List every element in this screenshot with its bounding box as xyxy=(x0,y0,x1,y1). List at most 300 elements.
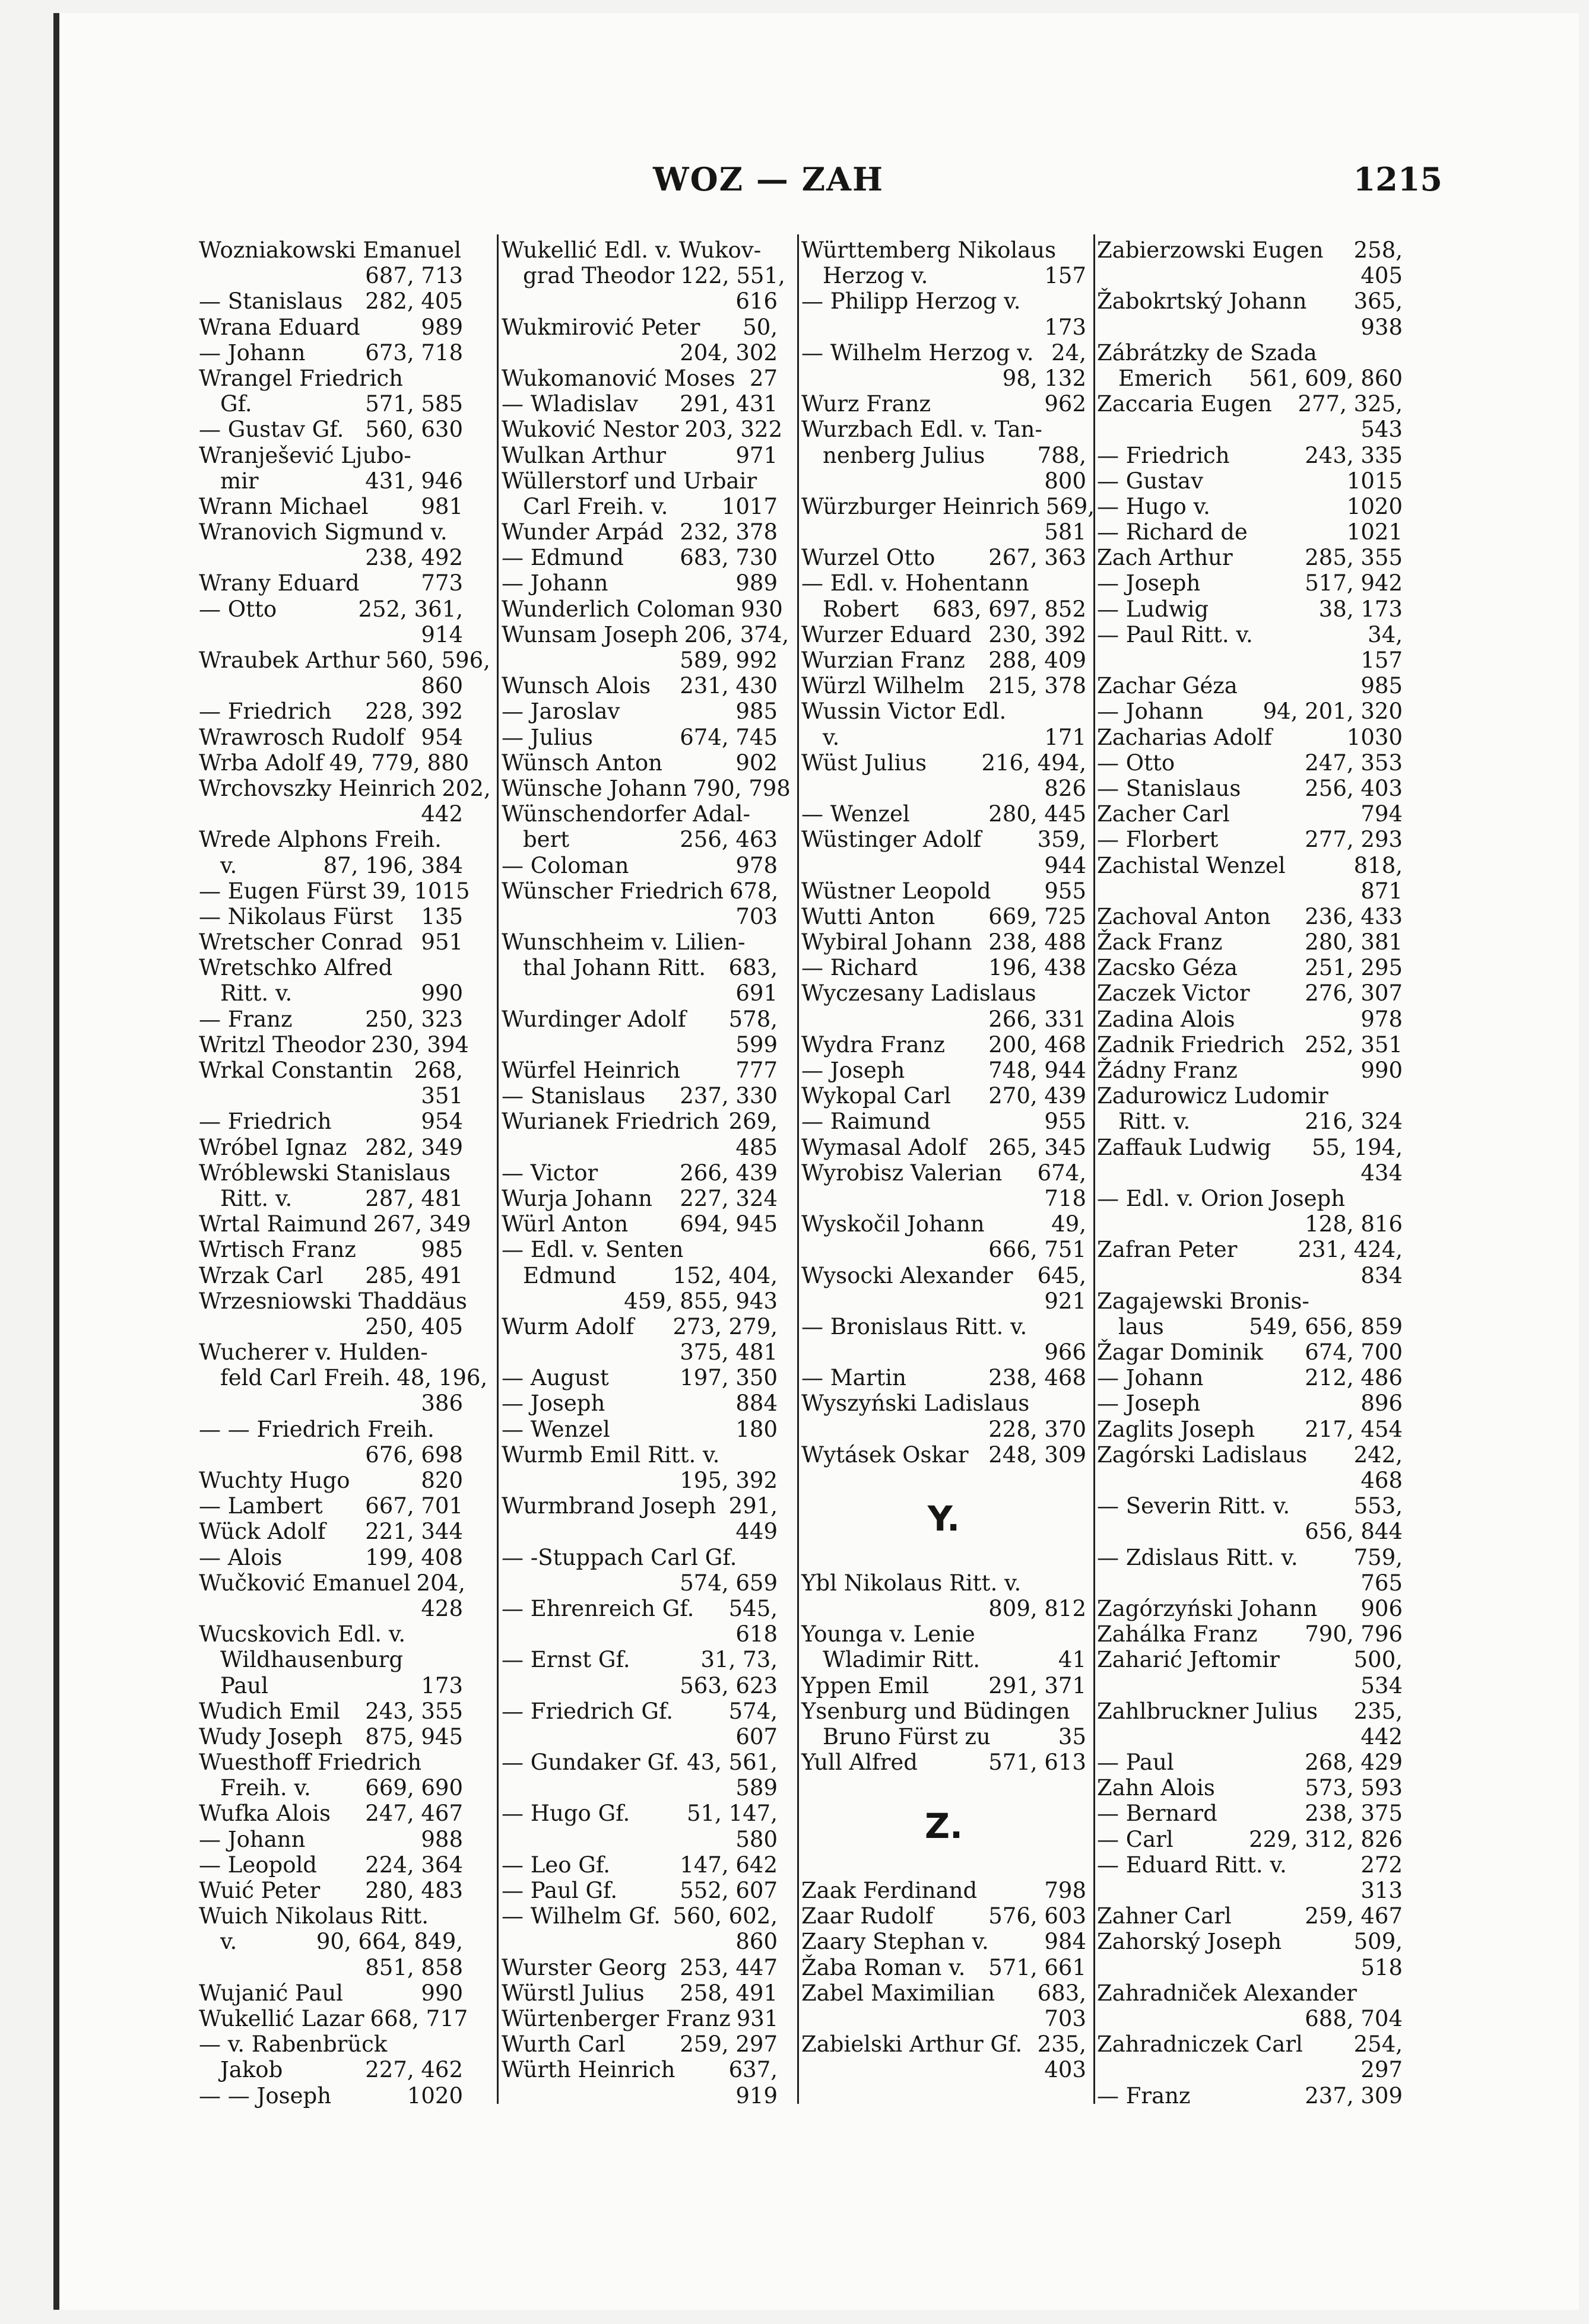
entry-page-refs: 50, xyxy=(743,314,778,340)
index-entry xyxy=(801,699,1086,724)
index-entry xyxy=(801,622,1086,647)
entry-name: Zachistal Wenzel xyxy=(1097,852,1286,878)
entry-page-refs: 375, 481 xyxy=(680,1339,778,1366)
entry-page-refs: 288, 409 xyxy=(988,647,1086,673)
entry-page-refs: 906 xyxy=(1360,1595,1403,1621)
entry-page-refs: 571, 585 xyxy=(365,391,463,417)
entry-page-refs: 1020 xyxy=(1346,493,1403,519)
entry-name: Zábrátzky de Szada xyxy=(1097,339,1317,366)
entry-page-refs: 669, 690 xyxy=(365,1775,463,1801)
entry-name: — Victor xyxy=(502,1160,598,1186)
entry-page-refs: 790, 796 xyxy=(1305,1621,1403,1647)
entry-page-refs: 668, 717 xyxy=(370,2005,468,2031)
entry-page-refs: 1021 xyxy=(1346,519,1403,545)
entry-name: Zahradniček Alexander xyxy=(1097,1980,1357,2006)
index-entry xyxy=(1097,417,1403,442)
entry-name: Wybiral Johann xyxy=(801,929,972,955)
entry-name: Wrzesniowski Thaddäus xyxy=(199,1288,467,1314)
entry-page-refs: 990 xyxy=(1360,1058,1403,1083)
index-entry xyxy=(502,827,778,852)
index-entry xyxy=(502,1109,778,1134)
entry-name: — — Friedrich Freih. xyxy=(199,1416,434,1442)
entry-name: Gf. xyxy=(220,391,252,417)
entry-page-refs: 826 xyxy=(1044,775,1086,801)
index-entry xyxy=(1097,1878,1403,1903)
entry-page-refs: 202, xyxy=(442,775,491,801)
entry-page-refs: 809, 812 xyxy=(988,1595,1086,1621)
index-entry xyxy=(801,801,1086,827)
index-entry xyxy=(199,1519,463,1544)
entry-name: Wyskočil Johann xyxy=(801,1211,985,1237)
index-entry xyxy=(502,1160,778,1186)
index-entry xyxy=(801,366,1086,391)
index-entry xyxy=(199,955,463,980)
entry-page-refs: 269, xyxy=(728,1109,778,1135)
index-entry xyxy=(502,1519,778,1544)
entry-name: Paul xyxy=(220,1672,268,1698)
entry-page-refs: 266, 331 xyxy=(988,1006,1086,1032)
entry-page-refs: 250, 405 xyxy=(365,1313,463,1339)
index-entry xyxy=(1097,443,1403,468)
entry-name: Würth Heinrich xyxy=(502,2057,675,2083)
entry-page-refs: 94, 201, 320 xyxy=(1263,699,1403,725)
entry-name: — Johann xyxy=(502,570,608,596)
entry-name: — Otto xyxy=(1097,750,1175,776)
entry-page-refs: 860 xyxy=(735,1929,778,1955)
index-entry xyxy=(801,1390,1086,1416)
entry-name: — Bernard xyxy=(1097,1801,1217,1827)
index-entry xyxy=(502,1468,778,1493)
index-entry xyxy=(199,801,463,827)
entry-name: bert xyxy=(523,827,570,853)
entry-name: Ysenburg und Büdingen xyxy=(801,1698,1070,1724)
index-entry xyxy=(502,1596,778,1621)
index-entry xyxy=(502,443,778,468)
entry-name: Wukellić Lazar xyxy=(199,2005,364,2031)
entry-name: Würstl Julius xyxy=(502,1980,645,2006)
entry-name: — Severin Ritt. v. xyxy=(1097,1493,1290,1519)
index-entry xyxy=(199,1237,463,1262)
entry-name: Würzl Wilhelm xyxy=(801,673,965,699)
entry-name: Wrawrosch Rudolf xyxy=(199,724,405,750)
entry-name: — Raimund xyxy=(801,1109,931,1135)
index-entry xyxy=(199,647,490,673)
index-entry xyxy=(1097,955,1403,980)
entry-name: — Hugo Gf. xyxy=(502,1801,630,1827)
entry-page-refs: 683, 730 xyxy=(680,545,778,571)
entry-name: — Paul Gf. xyxy=(502,1878,618,1903)
entry-page-refs: 224, 364 xyxy=(365,1852,463,1878)
index-entry xyxy=(801,1903,1086,1929)
entry-name: Wünscher Friedrich xyxy=(502,878,724,904)
entry-name: Würl Anton xyxy=(502,1211,629,1237)
entry-page-refs: 247, 467 xyxy=(365,1801,463,1827)
index-entry xyxy=(1097,673,1403,699)
entry-page-refs: 147, 642 xyxy=(680,1852,778,1878)
index-entry xyxy=(502,1007,778,1032)
entry-page-refs: 966 xyxy=(1044,1339,1086,1366)
entry-name: Wucherer v. Hulden- xyxy=(199,1339,428,1366)
entry-page-refs: 248, 309 xyxy=(988,1442,1086,1468)
entry-name: Zaar Rudolf xyxy=(801,1903,934,1929)
index-entry xyxy=(502,237,778,263)
index-entry xyxy=(1097,288,1403,314)
index-entry xyxy=(199,2083,463,2109)
entry-page-refs: 988 xyxy=(421,1826,463,1852)
entry-name: — Stanislaus xyxy=(502,1083,646,1109)
index-entry xyxy=(1097,2006,1403,2031)
entry-page-refs: 49, xyxy=(1051,1211,1086,1237)
entry-page-refs: 276, 307 xyxy=(1305,980,1403,1007)
entry-name: Wyczesany Ladislaus xyxy=(801,980,1036,1007)
entry-page-refs: 978 xyxy=(735,852,778,878)
entry-page-refs: 765 xyxy=(1360,1570,1403,1596)
index-entry xyxy=(199,980,463,1006)
entry-page-refs: 703 xyxy=(735,903,778,929)
entry-page-refs: 989 xyxy=(735,570,778,596)
entry-name: Wurmb Emil Ritt. v. xyxy=(502,1442,720,1468)
index-entry xyxy=(801,980,1086,1006)
entry-page-refs: 545, xyxy=(728,1595,778,1621)
entry-page-refs: 500, xyxy=(1353,1647,1403,1673)
index-entry xyxy=(1097,2031,1403,2057)
entry-name: — Johann xyxy=(1097,699,1204,725)
index-entry xyxy=(199,1955,463,1980)
index-entry xyxy=(801,1673,1086,1698)
index-entry xyxy=(801,545,1086,570)
index-entry xyxy=(502,1955,778,1980)
entry-name: Zaccaria Eugen xyxy=(1097,391,1272,417)
entry-page-refs: 359, xyxy=(1037,827,1086,853)
entry-name: — Ernst Gf. xyxy=(502,1647,630,1673)
entry-name: v. xyxy=(823,724,840,750)
entry-page-refs: 35 xyxy=(1058,1723,1086,1750)
entry-name: — Jaroslav xyxy=(502,699,620,725)
entry-name: Zahálka Franz xyxy=(1097,1621,1258,1647)
entry-name: Žagar Dominik xyxy=(1097,1339,1263,1366)
entry-page-refs: 517, 942 xyxy=(1305,570,1403,596)
index-entry xyxy=(199,622,463,647)
entry-page-refs: 518 xyxy=(1360,1954,1403,1980)
entry-name: Wretscher Conrad xyxy=(199,929,403,955)
entry-name: Ybl Nikolaus Ritt. v. xyxy=(801,1570,1022,1596)
index-entry xyxy=(1097,1570,1403,1596)
index-entry xyxy=(199,417,463,442)
entry-page-refs: 231, 430 xyxy=(680,673,778,699)
index-entry xyxy=(1097,1621,1403,1647)
entry-page-refs: 55, 194, xyxy=(1312,1134,1403,1160)
index-entry xyxy=(199,391,463,417)
entry-name: — Leopold xyxy=(199,1852,317,1878)
entry-page-refs: 902 xyxy=(735,750,778,776)
index-entry xyxy=(1097,237,1403,263)
index-entry xyxy=(502,1827,778,1852)
entry-name: Wrba Adolf xyxy=(199,750,323,776)
entry-name: Wučković Emanuel xyxy=(199,1570,411,1596)
index-entry xyxy=(1097,1596,1403,1621)
index-entry xyxy=(502,494,778,519)
entry-name: Wrann Michael xyxy=(199,493,369,519)
entry-name: — Wladislav xyxy=(502,391,638,417)
entry-page-refs: 834 xyxy=(1360,1262,1403,1288)
index-entry xyxy=(502,725,778,750)
entry-page-refs: 703 xyxy=(1044,2006,1086,2032)
entry-page-refs: 258, 491 xyxy=(680,1980,778,2006)
index-entry xyxy=(801,1211,1086,1237)
index-entry xyxy=(199,1339,463,1365)
entry-name: Württemberg Nikolaus xyxy=(801,237,1057,263)
entry-page-refs: 173 xyxy=(1044,314,1086,340)
entry-name: — Gustav xyxy=(1097,468,1203,494)
index-entry xyxy=(1097,1519,1403,1544)
entry-page-refs: 790, 798 xyxy=(693,775,791,801)
entry-name: — Friedrich xyxy=(1097,442,1230,468)
entry-name: Zadnik Friedrich xyxy=(1097,1031,1285,1058)
index-entry xyxy=(199,1442,463,1468)
index-entry xyxy=(199,1545,463,1570)
entry-page-refs: 216, 494, xyxy=(981,750,1086,776)
index-entry xyxy=(502,1673,778,1698)
entry-name: Zahner Carl xyxy=(1097,1903,1232,1929)
index-entry xyxy=(502,929,778,955)
entry-name: Ritt. v. xyxy=(220,980,293,1007)
index-entry xyxy=(199,725,463,750)
entry-page-refs: 43, 561, xyxy=(687,1750,778,1776)
entry-name: Zadina Alois xyxy=(1097,1006,1235,1032)
entry-name: Wussin Victor Edl. xyxy=(801,699,1007,725)
entry-page-refs: 683, xyxy=(1037,1980,1086,2006)
entry-name: Würfel Heinrich xyxy=(502,1058,681,1083)
entry-name: Zaary Stephan v. xyxy=(801,1929,989,1955)
entry-name: — Joseph xyxy=(1097,1390,1201,1417)
entry-name: Žack Franz xyxy=(1097,929,1223,955)
entry-name: Wrede Alphons Freih. xyxy=(199,827,442,853)
index-entry xyxy=(199,1878,463,1903)
index-entry xyxy=(502,904,778,929)
entry-name: mir xyxy=(220,468,259,494)
entry-name: — -Stuppach Carl Gf. xyxy=(502,1544,737,1570)
entry-name: Wydra Franz xyxy=(801,1031,946,1058)
entry-page-refs: 235, xyxy=(1037,2031,1086,2058)
entry-name: — Wilhelm Gf. xyxy=(502,1903,661,1929)
entry-page-refs: 990 xyxy=(421,1980,463,2006)
entry-name: Zachoval Anton xyxy=(1097,903,1271,929)
index-entry xyxy=(801,2057,1086,2082)
entry-name: — Gustav Gf. xyxy=(199,417,344,443)
entry-page-refs: 230, 394 xyxy=(371,1031,469,1058)
entry-page-refs: 282, 405 xyxy=(365,288,463,315)
entry-name: Younga v. Lenie xyxy=(801,1621,975,1647)
index-entry xyxy=(801,1647,1086,1672)
index-entry xyxy=(1097,1647,1403,1672)
index-entry xyxy=(199,853,463,878)
entry-page-refs: 1020 xyxy=(407,2082,463,2109)
index-entry xyxy=(199,1827,463,1852)
entry-page-refs: 748, 944 xyxy=(988,1058,1086,1083)
index-entry xyxy=(1097,1007,1403,1032)
index-entry xyxy=(502,1058,778,1083)
entry-name: Wranješević Ljubo- xyxy=(199,442,411,468)
entry-page-refs: 534 xyxy=(1360,1672,1403,1698)
entry-page-refs: 666, 751 xyxy=(988,1237,1086,1263)
entry-name: Würzburger Heinrich xyxy=(801,493,1040,519)
entry-name: Yppen Emil xyxy=(801,1672,930,1698)
index-entry xyxy=(199,443,463,468)
entry-name: Wymasal Adolf xyxy=(801,1134,967,1160)
entry-page-refs: 256, 403 xyxy=(1305,775,1403,801)
entry-name: Writzl Theodor xyxy=(199,1031,366,1058)
entry-page-refs: 485 xyxy=(735,1134,778,1160)
entry-name: Wunder Arpád xyxy=(502,519,664,545)
index-entry xyxy=(502,2006,778,2031)
entry-name: — Philipp Herzog v. xyxy=(801,288,1021,315)
entry-page-refs: 875, 945 xyxy=(365,1723,463,1750)
entry-name: — Edl. v. Senten xyxy=(502,1237,684,1263)
entry-page-refs: 607 xyxy=(735,1723,778,1750)
entry-name: — Florbert xyxy=(1097,827,1219,853)
section-letter: Y. xyxy=(927,1498,960,1539)
entry-page-refs: 981 xyxy=(421,493,463,519)
entry-name: — Julius xyxy=(502,724,593,750)
index-entry xyxy=(502,1852,778,1878)
entry-page-refs: 204, 302 xyxy=(680,339,778,366)
entry-name: Wuesthoff Friedrich xyxy=(199,1750,422,1776)
entry-name: Zahlbruckner Julius xyxy=(1097,1698,1318,1724)
entry-page-refs: 569, xyxy=(1045,493,1095,519)
entry-page-refs: 203, 322 xyxy=(684,417,783,443)
entry-name: — Johann xyxy=(199,1826,306,1852)
entry-name: Wutti Anton xyxy=(801,903,935,929)
entry-page-refs: 955 xyxy=(1044,878,1086,904)
entry-name: Wrchovszky Heinrich xyxy=(199,775,436,801)
page-number: 1215 xyxy=(1353,160,1442,198)
entry-name: Wüst Julius xyxy=(801,750,927,776)
entry-name: nenberg Julius xyxy=(823,442,985,468)
entry-page-refs: 266, 439 xyxy=(680,1160,778,1186)
entry-name: Wurzian Franz xyxy=(801,647,965,673)
entry-name: Wrzak Carl xyxy=(199,1262,323,1288)
entry-page-refs: 673, 718 xyxy=(365,339,463,366)
entry-page-refs: 683, 697, 852 xyxy=(933,596,1086,622)
entry-page-refs: 24, xyxy=(1051,339,1086,366)
index-column-3 xyxy=(801,237,1095,2107)
index-entry xyxy=(502,1750,778,1775)
entry-page-refs: 884 xyxy=(735,1390,778,1417)
entry-page-refs: 49, 779, 880 xyxy=(329,750,470,776)
entry-page-refs: 509, xyxy=(1353,1929,1403,1955)
index-entry xyxy=(502,315,778,340)
entry-name: — — Joseph xyxy=(199,2082,332,2109)
entry-page-refs: 34, xyxy=(1368,621,1403,647)
index-entry xyxy=(801,237,1086,263)
index-entry xyxy=(199,1903,463,1929)
entry-page-refs: 674, 700 xyxy=(1305,1339,1403,1366)
entry-page-refs: 287, 481 xyxy=(365,1185,463,1211)
index-entry xyxy=(801,1135,1086,1160)
index-entry xyxy=(1097,1801,1403,1826)
entry-page-refs: 985 xyxy=(1360,673,1403,699)
index-entry xyxy=(502,1263,778,1288)
index-entry xyxy=(502,1186,778,1211)
entry-name: Wujanić Paul xyxy=(199,1980,343,2006)
index-entry xyxy=(199,1698,463,1724)
entry-page-refs: 173 xyxy=(421,1672,463,1698)
entry-page-refs: 238, 468 xyxy=(988,1365,1086,1391)
entry-page-refs: 896 xyxy=(1360,1390,1403,1417)
entry-page-refs: 227, 324 xyxy=(680,1185,778,1211)
index-entry xyxy=(1097,2057,1403,2082)
entry-name: Ritt. v. xyxy=(1118,1109,1191,1135)
index-entry xyxy=(801,468,1086,494)
index-entry xyxy=(199,1263,463,1288)
entry-name: Emerich xyxy=(1118,365,1213,391)
entry-page-refs: 589 xyxy=(735,1775,778,1801)
entry-page-refs: 229, 312, 826 xyxy=(1249,1826,1403,1852)
entry-page-refs: 944 xyxy=(1044,852,1086,878)
index-entry xyxy=(502,391,778,417)
index-entry xyxy=(801,1929,1086,1954)
entry-name: Wurm Adolf xyxy=(502,1313,635,1339)
entry-page-refs: 291, 371 xyxy=(988,1672,1086,1698)
entry-page-refs: 171 xyxy=(1044,724,1086,750)
entry-name: Freih. v. xyxy=(220,1775,311,1801)
entry-page-refs: 990 xyxy=(421,980,463,1007)
entry-page-refs: 560, 596, xyxy=(385,647,490,673)
index-entry xyxy=(502,1417,778,1442)
index-entry xyxy=(502,673,778,699)
entry-name: — Edl. v. Orion Joseph xyxy=(1097,1185,1346,1211)
index-entry xyxy=(199,1083,463,1109)
index-entry xyxy=(502,417,783,443)
index-entry xyxy=(199,1775,463,1801)
index-entry xyxy=(199,673,463,699)
index-entry xyxy=(801,750,1086,776)
entry-page-refs: 199, 408 xyxy=(365,1544,463,1570)
index-entry xyxy=(1097,391,1403,417)
index-entry xyxy=(502,468,778,494)
entry-page-refs: 543 xyxy=(1360,417,1403,443)
index-entry xyxy=(1097,801,1403,827)
entry-page-refs: 252, 351 xyxy=(1305,1031,1403,1058)
entry-name: Wück Adolf xyxy=(199,1519,326,1545)
index-entry xyxy=(1097,1698,1403,1724)
index-entry xyxy=(502,980,778,1006)
index-entry xyxy=(502,1237,778,1262)
index-entry xyxy=(199,1031,469,1058)
index-entry xyxy=(1097,1468,1403,1493)
entry-page-refs: 197, 350 xyxy=(680,1365,778,1391)
entry-page-refs: 989 xyxy=(421,314,463,340)
entry-page-refs: 247, 353 xyxy=(1305,750,1403,776)
entry-page-refs: 243, 335 xyxy=(1305,442,1403,468)
index-entry xyxy=(1097,622,1403,647)
entry-name: — Franz xyxy=(1097,2082,1191,2109)
entry-name: Wuić Peter xyxy=(199,1878,321,1903)
index-entry xyxy=(801,315,1086,340)
entry-page-refs: 221, 344 xyxy=(365,1519,463,1545)
index-entry xyxy=(1097,647,1403,673)
index-entry xyxy=(801,1288,1086,1314)
entry-name: — Hugo v. xyxy=(1097,493,1210,519)
index-entry xyxy=(1097,1109,1403,1134)
index-entry xyxy=(502,1903,778,1929)
index-entry xyxy=(199,494,463,519)
entry-page-refs: 578, xyxy=(728,1006,778,1032)
entry-page-refs: 800 xyxy=(1044,468,1086,494)
entry-page-refs: 955 xyxy=(1044,1109,1086,1135)
index-entry xyxy=(801,1724,1086,1750)
index-entry xyxy=(801,1878,1086,1903)
